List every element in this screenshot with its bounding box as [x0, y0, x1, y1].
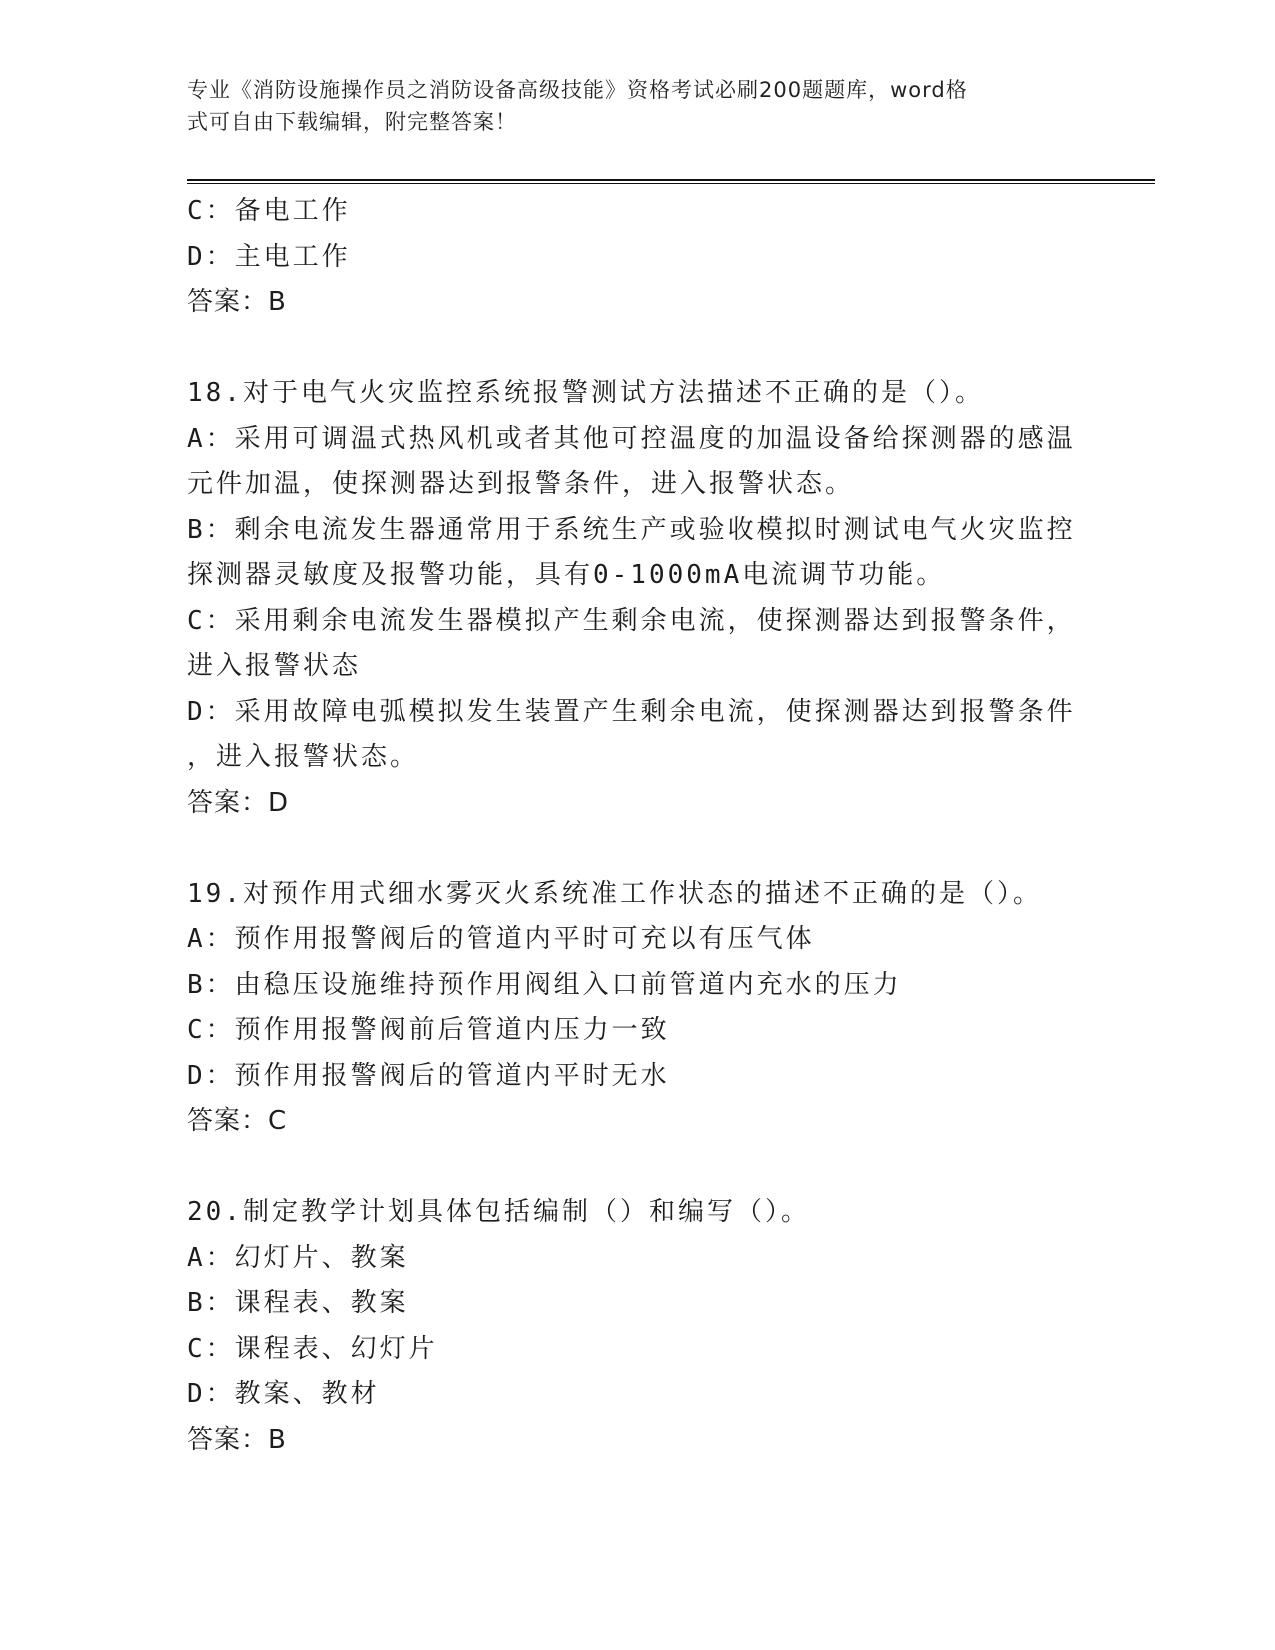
option-line: 探测器灵敏度及报警功能，具有0-1000mA电流调节功能。: [187, 560, 946, 590]
page-header: [187, 74, 1067, 138]
question-19: [187, 872, 1087, 1145]
option-line: D：教案、教材: [187, 1379, 380, 1409]
question-stem: 19.对预作用式细水雾灭火系统准工作状态的描述不正确的是（）。: [187, 878, 1042, 909]
header-line-2: 式可自由下载编辑，附完整答案！: [187, 110, 517, 134]
option-line: B：由稳压设施维持预作用阀组入口前管道内充水的压力: [187, 969, 902, 1000]
option-line: B：剩余电流发生器通常用于系统生产或验收模拟时测试电气火灾监控: [187, 514, 1076, 545]
header-divider: [187, 179, 1155, 184]
option-line: A：幻灯片、教案: [187, 1242, 409, 1273]
question-stem: 18.对于电气火灾监控系统报警测试方法描述不正确的是（）。: [187, 378, 984, 408]
option-line: C：采用剩余电流发生器模拟产生剩余电流，使探测器达到报警条件，: [187, 605, 1076, 636]
option-line: A：预作用报警阀后的管道内平时可充以有压气体: [187, 924, 815, 954]
option-line: C：课程表、幻灯片: [187, 1333, 438, 1364]
answer-line: 答案：C: [187, 1106, 288, 1136]
question-20: [187, 1190, 1087, 1463]
option-line: ，进入报警状态。: [187, 742, 420, 772]
option-line: 元件加温，使探测器达到报警条件，进入报警状态。: [187, 469, 855, 499]
spacer: [187, 1145, 1087, 1191]
option-line: D：采用故障电弧模拟发生装置产生剩余电流，使探测器达到报警条件: [187, 696, 1076, 727]
option-line: 进入报警状态: [187, 651, 362, 681]
spacer: [187, 826, 1087, 872]
question-content: [187, 189, 1087, 1463]
question-18: [187, 371, 1087, 826]
answer-line: 答案：D: [187, 787, 290, 818]
answer-line: 答案：B: [187, 287, 287, 317]
option-line: B：课程表、教案: [187, 1288, 409, 1318]
option-d: D：主电工作: [187, 241, 351, 272]
header-line-1: 专业《消防设施操作员之消防设备高级技能》资格考试必刷200题题库，word格: [187, 78, 968, 102]
prev-question-tail: [187, 189, 1087, 326]
spacer: [187, 326, 1087, 372]
option-line: D：预作用报警阀后的管道内平时无水: [187, 1060, 670, 1091]
option-c: C：备电工作: [187, 196, 351, 226]
answer-line: 答案：B: [187, 1424, 287, 1455]
option-line: C：预作用报警阀前后管道内压力一致: [187, 1015, 670, 1045]
option-line: A：采用可调温式热风机或者其他可控温度的加温设备给探测器的感温: [187, 423, 1076, 454]
question-stem: 20.制定教学计划具体包括编制（）和编写（）。: [187, 1197, 810, 1227]
